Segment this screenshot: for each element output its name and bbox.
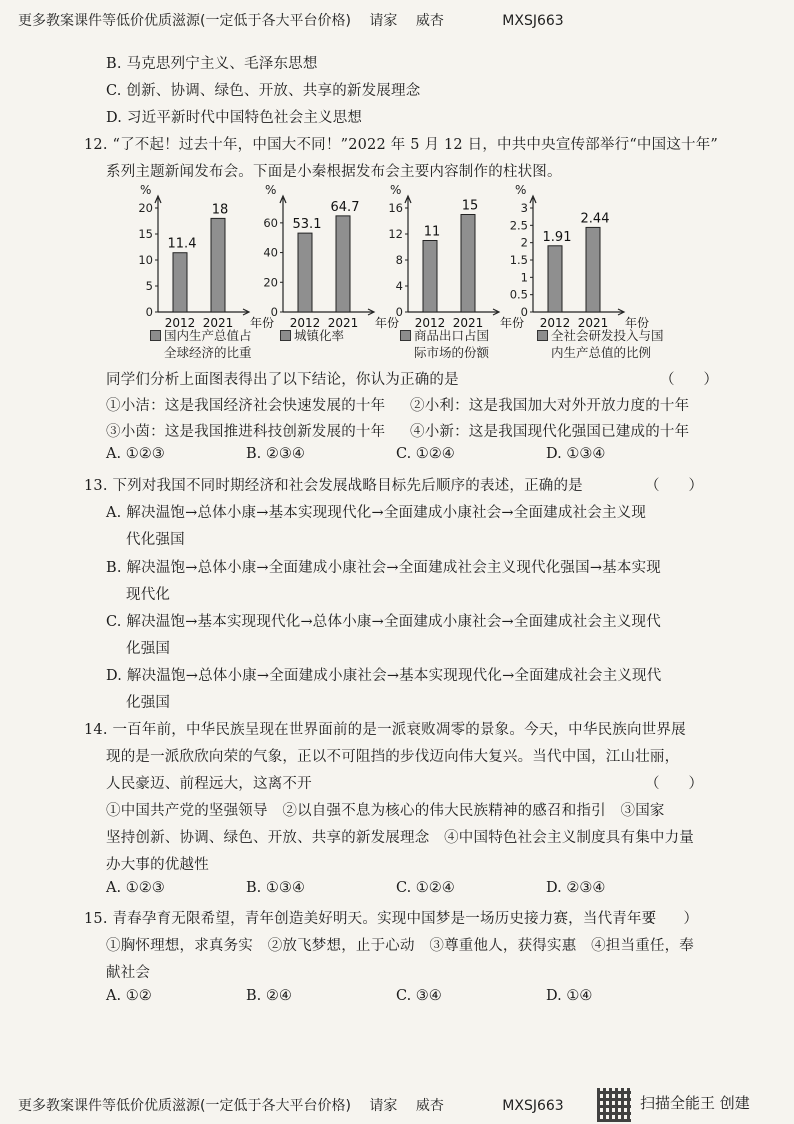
legend-swatch: [400, 330, 411, 341]
x-axis-unit-label: 年份: [625, 316, 650, 330]
footer-code: MXSJ663: [502, 1098, 564, 1114]
legend-export-share-line-2: 际市场的份额: [414, 345, 490, 360]
legend-rd-ratio: [537, 327, 664, 361]
q12-statement-1: ①小洁：这是我国经济社会快速发展的十年: [106, 398, 386, 414]
y-tick-label: 15: [138, 227, 153, 241]
q15-answer-paren: （ ）: [640, 911, 698, 927]
q12-answer-paren: （ ）: [660, 372, 718, 388]
legend-export-share: [400, 327, 489, 361]
y-tick-label: 20: [138, 201, 153, 215]
q12-option-d[interactable]: D. ①③④: [546, 446, 606, 462]
y-tick-label: 1: [520, 270, 528, 285]
q12-option-a[interactable]: A. ①②③: [106, 446, 165, 462]
y-tick-label: 40: [263, 245, 278, 260]
q14-answer-paren: （ ）: [645, 776, 703, 792]
q14-options: [106, 880, 726, 900]
q15-statement-line-1: ①胸怀理想，求真务实 ②放飞梦想，止于心动 ③尊重他人，获得实惠 ④担当重任，奉: [106, 938, 694, 954]
chart-rd-ratio: [503, 180, 673, 330]
y-tick-label: 60: [263, 215, 278, 230]
q13-option-d-line-2: 化强国: [126, 695, 171, 711]
page-header: [18, 10, 778, 30]
legend-swatch: [280, 330, 291, 341]
bar-value-label: 2.44: [580, 211, 610, 227]
y-axis-label: %: [265, 183, 277, 197]
x-axis-unit-label: 年份: [375, 316, 400, 330]
x-tick-label: 2021: [202, 316, 234, 330]
q14-stem-line-1: 14. 一百年前，中华民族呈现在世界面前的是一派衰败凋零的景象。今天，中华民族向世界展: [84, 722, 686, 738]
q11-option-d: D. 习近平新时代中国特色社会主义思想: [106, 110, 363, 126]
q14-statement-line-3: 办大事的优越性: [106, 857, 209, 873]
q13-option-c-line-2: 化强国: [126, 641, 171, 657]
q12-statement-2: ②小利：这是我国加大对外开放力度的十年: [410, 398, 690, 414]
q12-statement-4: ④小新：这是我国现代化强国已建成的十年: [410, 424, 690, 440]
y-tick-label: 0: [520, 305, 528, 319]
bar-value-label: 11: [423, 224, 441, 240]
x-tick-label: 2012: [289, 316, 321, 330]
legend-urbanization: [280, 327, 344, 344]
q14-option-d[interactable]: D. ②③④: [546, 880, 606, 896]
q14-stem-line-3: 人民豪迈、前程远大，这离不开: [106, 776, 312, 792]
bar-value-label: 18: [211, 202, 229, 218]
y-tick-label: 5: [145, 279, 153, 293]
q13-answer-paren: （ ）: [645, 478, 703, 494]
q15-option-a[interactable]: A. ①②: [106, 988, 152, 1004]
q14-option-c[interactable]: C. ①②④: [396, 880, 455, 896]
chart-rd-ratio-svg: [503, 180, 673, 330]
q13-option-a-line-1[interactable]: A. 解决温饱→总体小康→基本实现现代化→全面建成小康社会→全面建成社会主义现: [106, 505, 647, 521]
bar-2012: [423, 241, 437, 313]
bar-2012: [173, 253, 187, 312]
bar-value-label: 11.4: [167, 236, 197, 252]
q14-option-b[interactable]: B. ①③④: [246, 880, 305, 896]
y-tick-label: 0.5: [509, 287, 528, 302]
x-tick-label: 2012: [414, 316, 446, 330]
q13-option-d-line-1[interactable]: D. 解决温饱→总体小康→全面建成小康社会→基本实现现代化→全面建成社会主义现代: [106, 668, 662, 684]
x-axis-unit-label: 年份: [500, 316, 525, 330]
header-promo: 更多教案课件等低价优质滋源(一定低于各大平台价格): [18, 13, 351, 29]
qr-code-icon: [597, 1088, 631, 1122]
bar-2021: [336, 216, 350, 312]
legend-rd-ratio-line-2: 内生产总值的比例: [551, 345, 652, 360]
x-tick-label: 2021: [452, 316, 484, 330]
q14-option-a[interactable]: A. ①②③: [106, 880, 165, 896]
q15-option-b[interactable]: B. ②④: [246, 988, 292, 1004]
q12-stem-line-2: 系列主题新闻发布会。下面是小秦根据发布会主要内容制作的柱状图。: [106, 164, 562, 180]
y-tick-label: 10: [138, 253, 153, 267]
q12-option-b[interactable]: B. ②③④: [246, 446, 305, 462]
legend-export-share-line-1: 商品出口占国: [414, 328, 490, 343]
q12-stem-line-1: 12. “了不起！过去十年，中国大不同！”2022 年 5 月 12 日，中共中央宣传部举行“中国这十年”: [84, 137, 719, 153]
x-tick-label: 2012: [164, 316, 196, 330]
header-contact-label: 请家: [369, 13, 398, 29]
legend-urbanization-line-1: 城镇化率: [294, 328, 345, 343]
y-tick-label: 4: [395, 279, 403, 293]
bar-value-label: 53.1: [292, 217, 322, 233]
header-contact-name: 威杏: [415, 13, 444, 29]
q14-stem-line-2: 现的是一派欣欣向荣的气象，正以不可阻挡的步伐迈向伟大复兴。当代中国，江山壮丽，: [106, 749, 680, 765]
x-tick-label: 2012: [539, 316, 571, 330]
y-tick-label: 12: [388, 227, 403, 241]
bar-value-label: 64.7: [330, 199, 360, 215]
q15-statement-line-2: 献社会: [106, 965, 151, 981]
header-code: MXSJ663: [502, 13, 564, 29]
legend-swatch: [537, 330, 548, 341]
q13-option-b-line-2: 现代化: [126, 587, 171, 603]
legend-swatch: [150, 330, 161, 341]
y-tick-label: 3: [520, 201, 528, 215]
y-tick-label: 0: [145, 305, 153, 319]
y-tick-label: 8: [395, 253, 403, 267]
y-axis-label: %: [140, 183, 152, 197]
legend-gdp-share-line-2: 全球经济的比重: [164, 345, 252, 360]
legend-gdp-share-line-1: 国内生产总值占: [164, 328, 252, 343]
q12-options: [106, 446, 726, 466]
q13-stem: 13. 下列对我国不同时期经济和社会发展战略目标先后顺序的表述，正确的是: [84, 478, 583, 494]
x-axis-unit-label: 年份: [250, 316, 275, 330]
y-tick-label: 2.5: [509, 218, 528, 233]
q11-option-c: C. 创新、协调、绿色、开放、共享的新发展理念: [106, 83, 421, 99]
footer-promo: 更多教案课件等低价优质滋源(一定低于各大平台价格): [18, 1098, 351, 1114]
q12-statement-3: ③小茵：这是我国推进科技创新发展的十年: [106, 424, 386, 440]
q11-option-b: B. 马克思列宁主义、毛泽东思想: [106, 56, 318, 72]
x-tick-label: 2021: [577, 316, 609, 330]
y-axis-label: %: [390, 183, 402, 197]
footer-contact-name: 威杏: [415, 1098, 444, 1114]
q14-statement-line-2: 坚持创新、协调、绿色、开放、共享的新发展理念 ④中国特色社会主义制度具有集中力量: [106, 830, 694, 846]
q15-option-d[interactable]: D. ①④: [546, 988, 593, 1004]
footer-contact-label: 请家: [369, 1098, 398, 1114]
bar-2021: [211, 218, 225, 312]
y-tick-label: 2: [520, 235, 528, 250]
bar-2012: [298, 233, 312, 312]
bar-2021: [461, 215, 475, 313]
scanner-watermark: 扫描全能王 创建: [640, 1094, 750, 1112]
bar-2021: [586, 227, 600, 312]
q13-option-b-line-1[interactable]: B. 解决温饱→总体小康→全面建成小康社会→全面建成社会主义现代化强国→基本实现: [106, 560, 661, 576]
legend-rd-ratio-line-1: 全社会研发投入与国: [551, 328, 664, 343]
q14-statement-line-1: ①中国共产党的坚强领导 ②以自强不息为核心的伟大民族精神的感召和指引 ③国家: [106, 803, 665, 819]
y-tick-label: 16: [388, 201, 403, 215]
legend-gdp-share: [150, 327, 252, 361]
q15-stem: 15. 青春孕育无限希望，青年创造美好明天。实现中国梦是一场历史接力赛，当代青年要: [84, 911, 657, 927]
q12-option-c[interactable]: C. ①②④: [396, 446, 455, 462]
bar-value-label: 1.91: [542, 229, 572, 245]
y-tick-label: 0: [395, 305, 403, 319]
bar-2012: [548, 246, 562, 312]
q13-option-c-line-1[interactable]: C. 解决温饱→基本实现现代化→总体小康→全面建成小康社会→全面建成社会主义现代: [106, 614, 661, 630]
x-tick-label: 2021: [327, 316, 359, 330]
q13-option-a-line-2: 代化强国: [126, 532, 185, 548]
q15-options: [106, 988, 726, 1008]
q12-prompt: 同学们分析上面图表得出了以下结论，你认为正确的是: [106, 372, 459, 388]
y-tick-label: 0: [270, 305, 278, 319]
y-axis-label: %: [515, 183, 527, 197]
y-tick-label: 20: [263, 275, 278, 290]
y-tick-label: 1.5: [509, 253, 528, 267]
q15-option-c[interactable]: C. ③④: [396, 988, 442, 1004]
bar-value-label: 15: [461, 198, 479, 214]
